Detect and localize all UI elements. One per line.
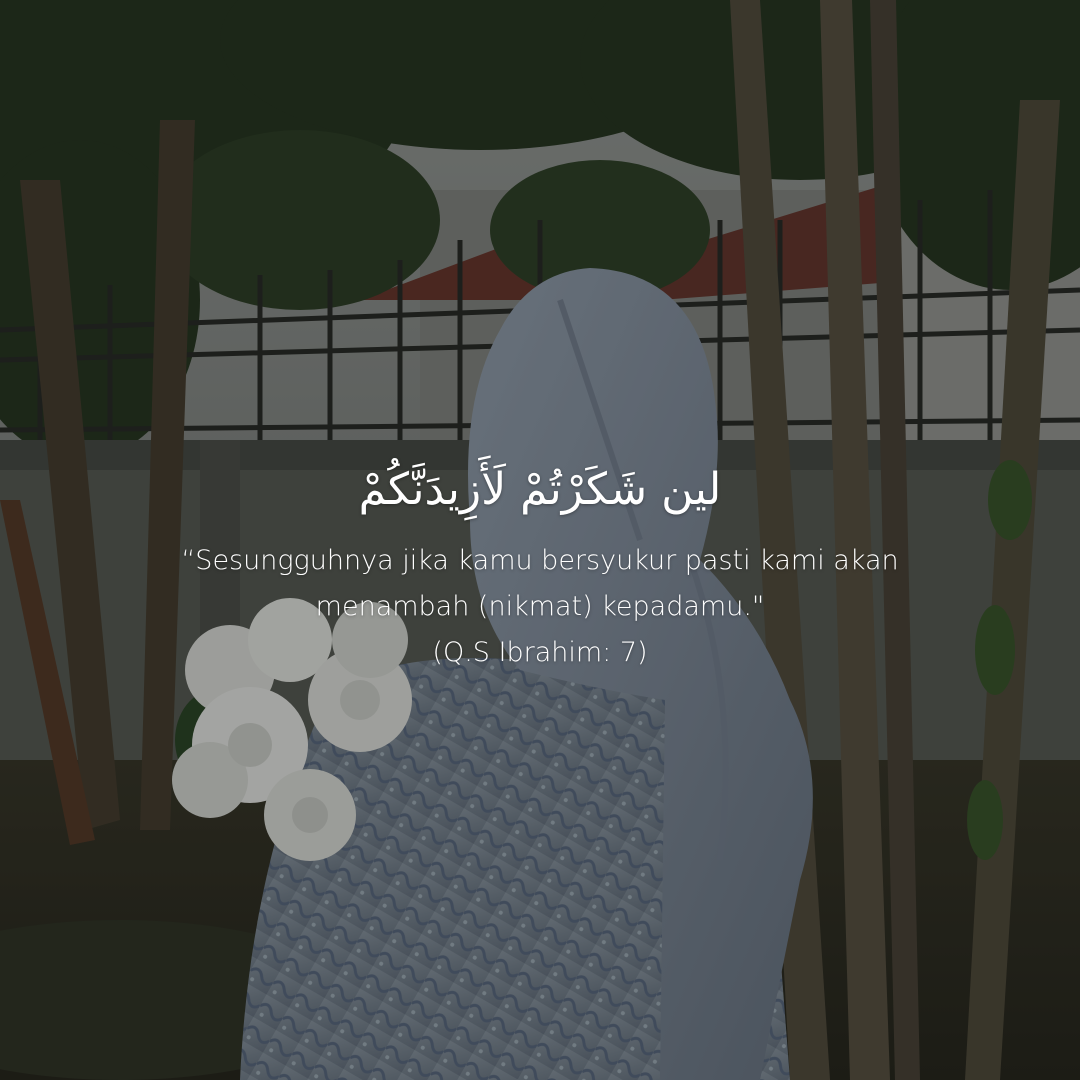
translation-line-1: “Sesungguhnya jika kamu bersyukur pasti kami akan	[181, 545, 899, 576]
arabic-verse: لين شَكَرْتُمْ لَأَزِيدَنَّكُمْ	[358, 464, 722, 515]
verse-reference: (Q.S Ibrahim: 7)	[432, 637, 648, 668]
verse-translation	[100, 538, 980, 676]
translation-line-2: menambah (nikmat) kepadamu."	[315, 591, 765, 622]
